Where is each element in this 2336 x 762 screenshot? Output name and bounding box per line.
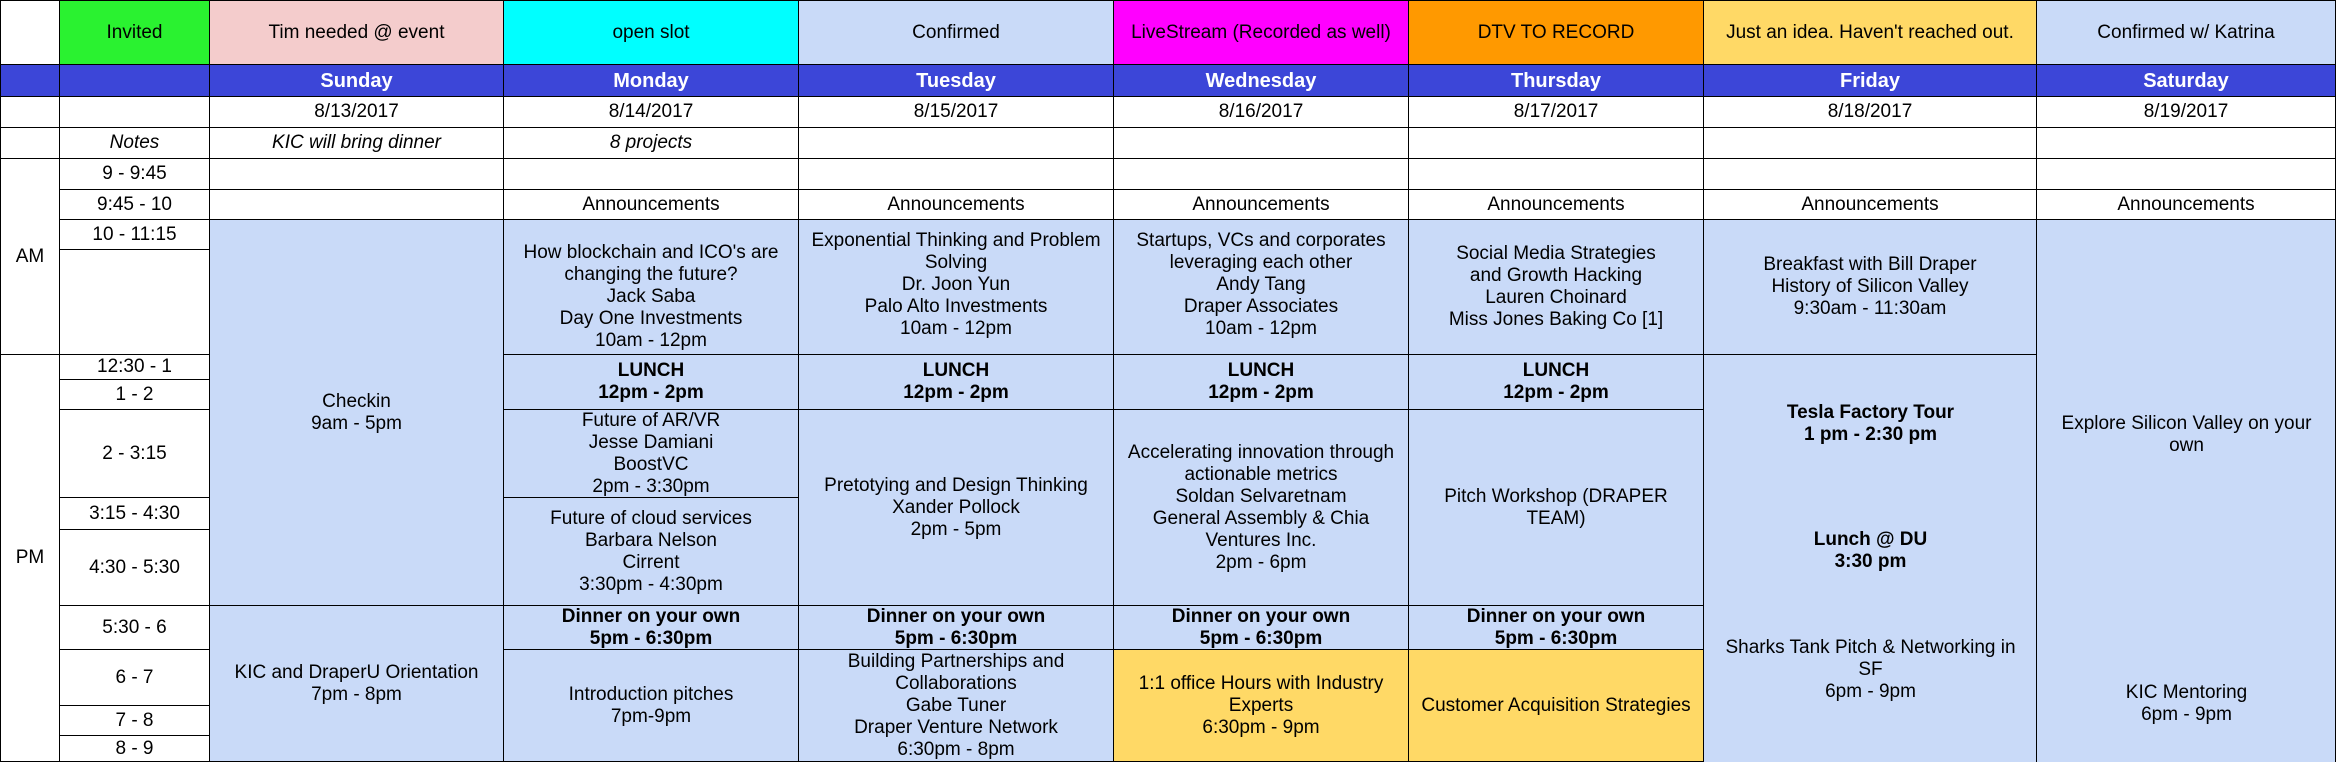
tuesday-dinner[interactable]: Dinner on your own 5pm - 6:30pm bbox=[799, 606, 1114, 650]
saturday-explore[interactable]: Explore Silicon Valley on your own bbox=[2061, 413, 2312, 456]
date-blank-a[interactable] bbox=[0, 97, 60, 128]
friday-announcements[interactable]: Announcements bbox=[1704, 190, 2037, 220]
thursday-announcements[interactable]: Announcements bbox=[1409, 190, 1704, 220]
wednesday-lunch[interactable]: LUNCH 12pm - 2pm bbox=[1114, 355, 1409, 410]
time-slot-9[interactable]: 5:30 - 6 bbox=[60, 606, 210, 650]
sunday-slot-2[interactable] bbox=[210, 190, 504, 220]
time-slot-8[interactable]: 4:30 - 5:30 bbox=[60, 530, 210, 606]
day-header-thursday[interactable]: Thursday bbox=[1409, 65, 1704, 97]
day-header-saturday[interactable]: Saturday bbox=[2037, 65, 2336, 97]
date-sunday[interactable]: 8/13/2017 bbox=[210, 97, 504, 128]
monday-slot-1[interactable] bbox=[504, 159, 799, 190]
time-slot-12[interactable]: 8 - 9 bbox=[60, 736, 210, 762]
legend-livestream[interactable]: LiveStream (Recorded as well) bbox=[1114, 0, 1409, 65]
legend-tim-needed[interactable]: Tim needed @ event bbox=[210, 0, 504, 65]
time-slot-2[interactable]: 9:45 - 10 bbox=[60, 190, 210, 220]
day-header-wednesday[interactable]: Wednesday bbox=[1114, 65, 1409, 97]
notes-tuesday[interactable] bbox=[799, 128, 1114, 159]
saturday-mentoring[interactable]: KIC Mentoring 6pm - 9pm bbox=[2125, 682, 2248, 725]
friday-slot-1[interactable] bbox=[1704, 159, 2037, 190]
friday-sharks-tank[interactable]: Sharks Tank Pitch & Networking in SF 6pm - 9pm bbox=[1725, 637, 2016, 702]
date-tuesday[interactable]: 8/15/2017 bbox=[799, 97, 1114, 128]
wednesday-office-hours[interactable]: 1:1 office Hours with Industry Experts 6:30pm - 9pm bbox=[1114, 650, 1409, 762]
thursday-slot-1[interactable] bbox=[1409, 159, 1704, 190]
daybar-blank-b[interactable] bbox=[60, 65, 210, 97]
time-slot-11[interactable]: 7 - 8 bbox=[60, 706, 210, 736]
period-pm[interactable]: PM bbox=[0, 355, 60, 762]
wednesday-startups-session[interactable]: Startups, VCs and corporates leveraging each other Andy Tang Draper Associates 10am - 12pm bbox=[1114, 220, 1409, 355]
saturday-block[interactable] bbox=[2037, 220, 2336, 762]
tuesday-pretotyping-session[interactable]: Pretotying and Design Thinking Xander Pollock 2pm - 5pm bbox=[799, 410, 1114, 606]
sunday-checkin[interactable]: Checkin 9am - 5pm bbox=[210, 220, 504, 606]
notes-blank-a[interactable] bbox=[0, 128, 60, 159]
day-header-tuesday[interactable]: Tuesday bbox=[799, 65, 1114, 97]
monday-lunch[interactable]: LUNCH 12pm - 2pm bbox=[504, 355, 799, 410]
monday-blockchain-session[interactable]: How blockchain and ICO's are changing the future? Jack Saba Day One Investments 10am - 12pm bbox=[504, 220, 799, 355]
monday-announcements[interactable]: Announcements bbox=[504, 190, 799, 220]
time-slot-1[interactable]: 9 - 9:45 bbox=[60, 159, 210, 190]
thursday-pitch-workshop[interactable]: Pitch Workshop (DRAPER TEAM) bbox=[1409, 410, 1704, 606]
wednesday-slot-1[interactable] bbox=[1114, 159, 1409, 190]
time-slot-7[interactable]: 3:15 - 4:30 bbox=[60, 498, 210, 530]
legend-confirmed-katrina[interactable]: Confirmed w/ Katrina bbox=[2037, 0, 2336, 65]
tuesday-slot-1[interactable] bbox=[799, 159, 1114, 190]
monday-arvr-session[interactable]: Future of AR/VR Jesse Damiani BoostVC 2pm - 3:30pm bbox=[504, 410, 799, 498]
friday-tesla-tour[interactable]: Tesla Factory Tour 1 pm - 2:30 pm bbox=[1786, 402, 1955, 445]
time-slot-3[interactable]: 10 - 11:15 bbox=[60, 220, 210, 250]
friday-breakfast-bill-draper[interactable]: Breakfast with Bill Draper History of Silicon Valley 9:30am - 11:30am bbox=[1704, 220, 2037, 355]
monday-intro-pitches[interactable]: Introduction pitches 7pm-9pm bbox=[504, 650, 799, 762]
notes-monday[interactable]: 8 projects bbox=[504, 128, 799, 159]
date-friday[interactable]: 8/18/2017 bbox=[1704, 97, 2037, 128]
wednesday-dinner[interactable]: Dinner on your own 5pm - 6:30pm bbox=[1114, 606, 1409, 650]
wednesday-innovation-session[interactable]: Accelerating innovation through actionable metrics Soldan Selvaretnam General Assembly & Chia Ventures Inc. 2pm - 6pm bbox=[1114, 410, 1409, 606]
daybar-blank-a[interactable] bbox=[0, 65, 60, 97]
tuesday-lunch[interactable]: LUNCH 12pm - 2pm bbox=[799, 355, 1114, 410]
time-slot-6[interactable]: 2 - 3:15 bbox=[60, 410, 210, 498]
notes-saturday[interactable] bbox=[2037, 128, 2336, 159]
legend-confirmed[interactable]: Confirmed bbox=[799, 0, 1114, 65]
notes-wednesday[interactable] bbox=[1114, 128, 1409, 159]
sunday-slot-1[interactable] bbox=[210, 159, 504, 190]
legend-dtv-record[interactable]: DTV TO RECORD bbox=[1409, 0, 1704, 65]
notes-sunday[interactable]: KIC will bring dinner bbox=[210, 128, 504, 159]
time-slot-10[interactable]: 6 - 7 bbox=[60, 650, 210, 706]
wednesday-announcements[interactable]: Announcements bbox=[1114, 190, 1409, 220]
thursday-lunch[interactable]: LUNCH 12pm - 2pm bbox=[1409, 355, 1704, 410]
time-slot-4[interactable]: 12:30 - 1 bbox=[60, 355, 210, 380]
date-monday[interactable]: 8/14/2017 bbox=[504, 97, 799, 128]
date-wednesday[interactable]: 8/16/2017 bbox=[1114, 97, 1409, 128]
tuesday-partnerships-session[interactable]: Building Partnerships and Collaborations Gabe Tuner Draper Venture Network 6:30pm - 8pm bbox=[799, 650, 1114, 762]
tuesday-announcements[interactable]: Announcements bbox=[799, 190, 1114, 220]
tuesday-exponential-session[interactable]: Exponential Thinking and Problem Solving Dr. Joon Yun Palo Alto Investments 10am - 12pm bbox=[799, 220, 1114, 355]
thursday-customer-acquisition[interactable]: Customer Acquisition Strategies bbox=[1409, 650, 1704, 762]
legend-invited[interactable]: Invited bbox=[60, 0, 210, 65]
sunday-orientation[interactable]: KIC and DraperU Orientation 7pm - 8pm bbox=[210, 606, 504, 762]
monday-cloud-session[interactable]: Future of cloud services Barbara Nelson Cirrent 3:30pm - 4:30pm bbox=[504, 498, 799, 606]
day-header-monday[interactable]: Monday bbox=[504, 65, 799, 97]
legend-idea[interactable]: Just an idea. Haven't reached out. bbox=[1704, 0, 2037, 65]
monday-dinner[interactable]: Dinner on your own 5pm - 6:30pm bbox=[504, 606, 799, 650]
thursday-social-media-session[interactable]: Social Media Strategies and Growth Hacking Lauren Choinard Miss Jones Baking Co [1] bbox=[1409, 220, 1704, 355]
time-slot-blank[interactable] bbox=[60, 250, 210, 355]
date-saturday[interactable]: 8/19/2017 bbox=[2037, 97, 2336, 128]
saturday-announcements[interactable]: Announcements bbox=[2037, 190, 2336, 220]
period-am[interactable]: AM bbox=[0, 159, 60, 355]
legend-blank-cell[interactable] bbox=[0, 0, 60, 65]
date-blank-b[interactable] bbox=[60, 97, 210, 128]
day-header-friday[interactable]: Friday bbox=[1704, 65, 2037, 97]
thursday-dinner[interactable]: Dinner on your own 5pm - 6:30pm bbox=[1409, 606, 1704, 650]
notes-thursday[interactable] bbox=[1409, 128, 1704, 159]
notes-friday[interactable] bbox=[1704, 128, 2037, 159]
time-slot-5[interactable]: 1 - 2 bbox=[60, 380, 210, 410]
friday-lunch-du[interactable]: Lunch @ DU 3:30 pm bbox=[1813, 529, 1928, 572]
saturday-slot-1[interactable] bbox=[2037, 159, 2336, 190]
notes-label[interactable]: Notes bbox=[60, 128, 210, 159]
date-thursday[interactable]: 8/17/2017 bbox=[1409, 97, 1704, 128]
legend-open-slot[interactable]: open slot bbox=[504, 0, 799, 65]
day-header-sunday[interactable]: Sunday bbox=[210, 65, 504, 97]
